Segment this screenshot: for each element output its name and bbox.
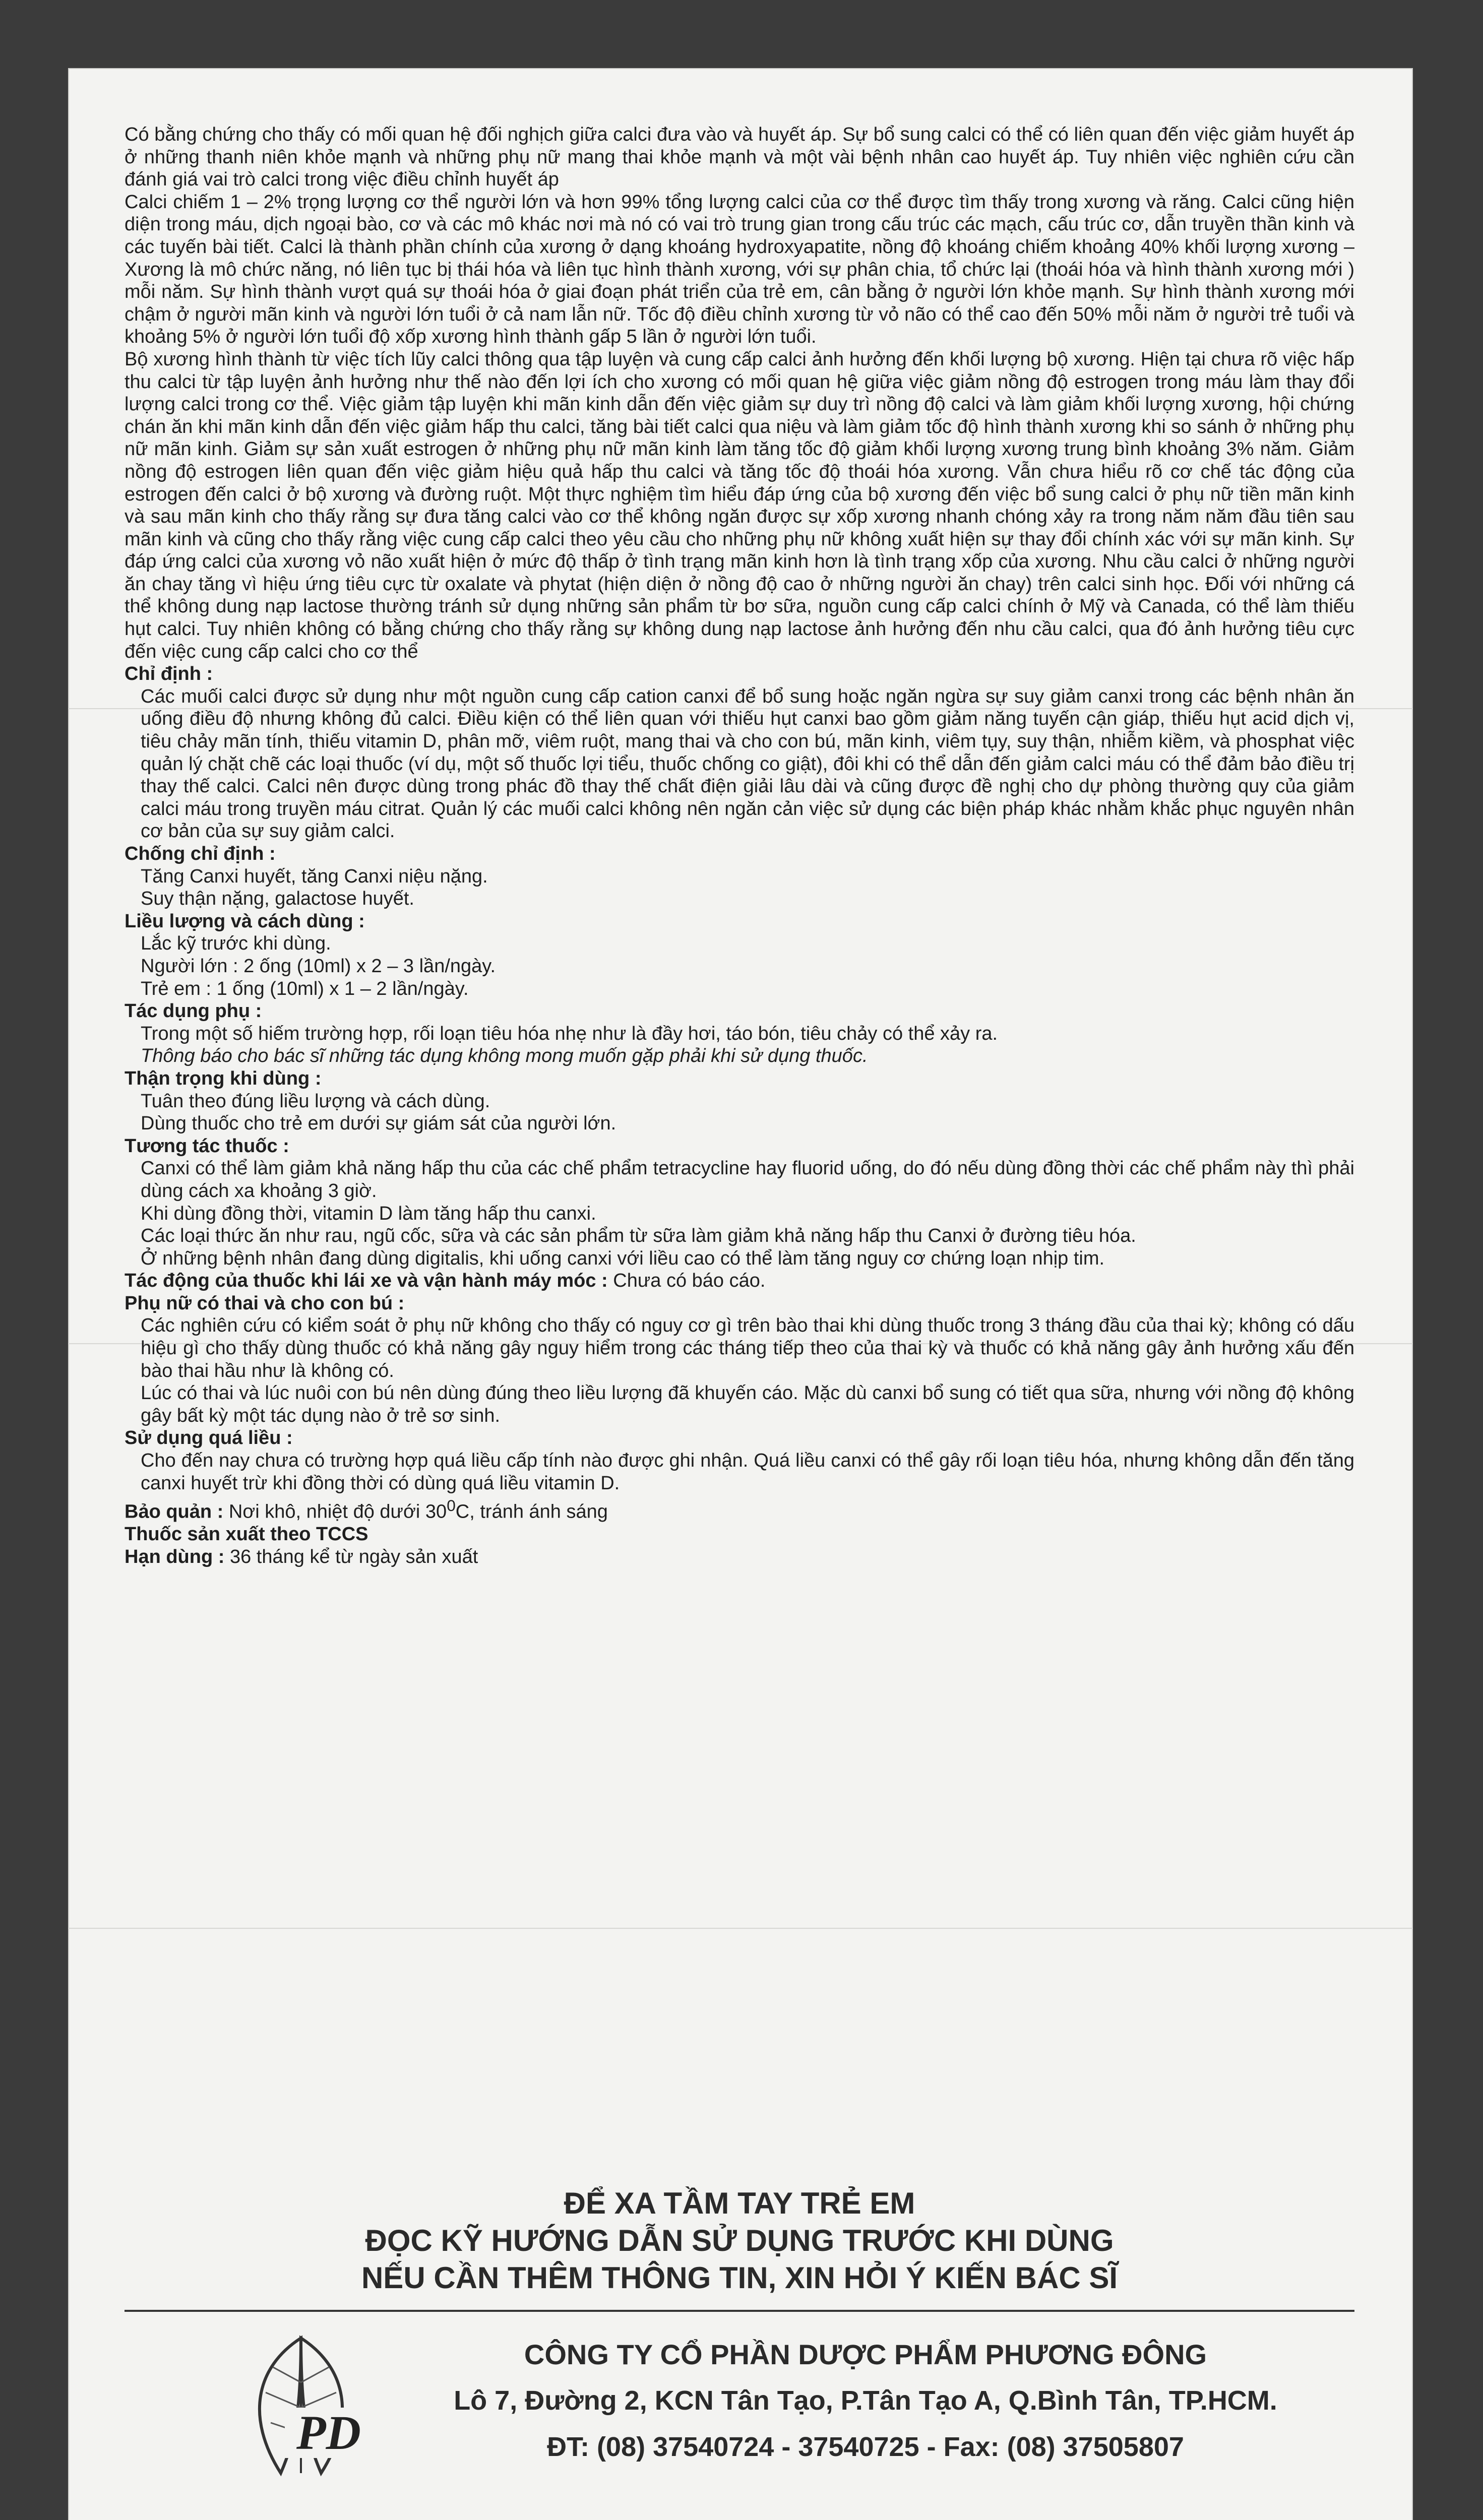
interaction-line: Canxi có thể làm giảm khả năng hấp thu của các chế phẩm tetracycline hay fluorid uống, do đó nếu dùng đồng thời các chế phẩm này thì phải dùng cách xa khoảng 3 giờ. bbox=[141, 1158, 1354, 1202]
warning-read-instructions: ĐỌC KỸ HƯỚNG DẪN SỬ DỤNG TRƯỚC KHI DÙNG bbox=[365, 2224, 1114, 2257]
dosage-heading: Liều lượng và cách dùng : bbox=[125, 910, 365, 932]
precautions-heading: Thận trọng khi dùng : bbox=[125, 1067, 322, 1089]
company-name: CÔNG TY CỔ PHẦN DƯỢC PHẨM PHƯƠNG ĐÔNG bbox=[524, 2339, 1207, 2370]
driving-row bbox=[125, 1270, 1354, 1292]
degree-mark: 0 bbox=[447, 1496, 456, 1515]
expiry-heading: Hạn dùng : bbox=[125, 1546, 225, 1568]
interaction-line: Các loại thức ăn như rau, ngũ cốc, sữa và các sản phẩm từ sữa làm giảm khả năng hấp thu Canxi ở đường tiêu hóa. bbox=[141, 1225, 1136, 1247]
precaution-line: Tuân theo đúng liều lượng và cách dùng. bbox=[141, 1090, 490, 1112]
expiry-text: 36 tháng kể từ ngày sản xuất bbox=[229, 1546, 478, 1568]
standard-heading: Thuốc sản xuất theo TCCS bbox=[125, 1524, 368, 1545]
paragraph-bone-formation: Bộ xương hình thành từ việc tích lũy calci thông qua tập luyện và cung cấp calci ảnh hưởng đến khối lượng bộ xương. Hiện tại chưa rõ việc hấp thu calci từ tập luyện ảnh hưởng như thế nào đến lợi ích cho xương có mối quan hệ giữa việc giảm nồng độ estrogen trong máu làm thay đổi lượng calci trong cơ thể. Việc giảm tập luyện khi mãn kinh dẫn đến việc giảm sự duy trì nồng độ calci và làm giảm khối lượng xương, hội chứng chán ăn khi mãn kinh dẫn đến việc giảm hấp thu calci, tăng bài tiết calci qua niệu và làm giảm tốc độ hình thành xương khi so sánh ở những phụ nữ mãn kinh. Giảm sự sản xuất estrogen ở những phụ nữ mãn kinh làm tăng tốc độ giảm khối lượng xương trung bình khoảng 3% năm. Giảm nồng độ estrogen liên quan đến việc giảm hiệu quả hấp thu calci và tăng tốc độ thoái hóa xương. Vẫn chưa hiểu rõ cơ chế tác động của estrogen đến calci ở bộ xương và đường ruột. Một thực nghiệm tìm hiểu đáp ứng của bộ xương đến việc bổ sung calci ở phụ nữ tiền mãn kinh và sau mãn kinh cho thấy rằng sự đưa tăng calci vào cơ thể không ngăn được sự xốp xương nhanh chóng xảy ra trong năm năm đầu tiên sau mãn kinh và cũng cho thấy rằng việc cung cấp calci theo yêu cầu cho những phụ nữ không xuất hiện sự thay đổi chính xác với sự mãn kinh. Sự đáp ứng calci của xương vỏ não xuất hiện ở mức độ thấp ở tình trạng mãn kinh hơn là tình trạng xốp của xương. Nhu cầu calci ở những người ăn chay tăng vì hiệu ứng tiêu cực từ oxalate và phytat (hiện diện ở nồng độ cao ở những người ăn chay) trên calci sinh học. Đối với những cá thể không dung nạp lactose thường tránh sử dụng những sản phẩm từ bơ sữa, nguồn cung cấp calci chính ở Mỹ và Canada, có thể làm thiếu hụt calci. Tuy nhiên không có bằng chứng cho thấy rằng sự không dung nạp lactose ảnh hưởng đến nhu cầu calci, qua đó ảnh hưởng tiêu cực đến việc cung cấp calci cho cơ thể bbox=[125, 348, 1354, 662]
divider bbox=[125, 2310, 1354, 2312]
indications-heading: Chỉ định : bbox=[125, 663, 213, 685]
company-logo bbox=[225, 2332, 377, 2483]
side-effects-heading: Tác dụng phụ : bbox=[125, 1000, 262, 1022]
interaction-line: Ở những bệnh nhân đang dùng digitalis, khi uống canxi với liều cao có thể làm tăng nguy cơ chứng loạn nhịp tim. bbox=[141, 1247, 1105, 1269]
warning-keep-away: ĐỂ XA TẦM TAY TRẺ EM bbox=[564, 2186, 915, 2220]
company-info bbox=[387, 2332, 1344, 2470]
driving-text: Chưa có báo cáo. bbox=[613, 1270, 766, 1292]
paragraph-blood-pressure: Có bằng chứng cho thấy có mối quan hệ đối nghịch giữa calci đưa vào và huyết áp. Sự bổ sung calci có thể có liên quan đến việc giảm huyết áp ở những thanh niên khỏe mạnh và những phụ nữ mang thai khỏe mạnh và một vài bệnh nhân cao huyết áp. Tuy nhiên việc nghiên cứu cần đánh giá vai trò calci trong việc điều chỉnh huyết áp bbox=[125, 124, 1354, 191]
interaction-line: Khi dùng đồng thời, vitamin D làm tăng hấp thu canxi. bbox=[141, 1203, 596, 1224]
overdose-text: Cho đến nay chưa có trường hợp quá liều cấp tính nào được ghi nhận. Quá liều canxi có thể gây rối loạn tiêu hóa, nhưng không dẫn đến tăng canxi huyết trừ khi đồng thời có dùng quá liều vitamin D. bbox=[141, 1450, 1354, 1494]
leaflet-footer bbox=[125, 2185, 1354, 2488]
fold-line bbox=[68, 1928, 1413, 1929]
side-effects-text: Trong một số hiếm trường hợp, rối loạn tiêu hóa nhẹ như là đầy hơi, táo bón, tiêu chảy có thể xảy ra. bbox=[141, 1023, 998, 1044]
paragraph-calcium-body: Calci chiếm 1 – 2% trọng lượng cơ thể người lớn và hơn 99% tổng lượng calci của cơ thể được tìm thấy trong xương và răng. Calci cũng hiện diện trong máu, dịch ngoại bào, cơ và các mô khác nơi mà nó có vai trò trung gian trong cấu trúc các mạch, cấu trúc cơ, dẫn truyền thần kinh và các tuyến bài tiết. Calci là thành phần chính của xương ở dạng khoáng hydroxyapatite, nồng độ khoáng chiếm khoảng 40% khối lượng xương – Xương là mô chức năng, nó liên tục bị thái hóa và liên tục hình thành xương, với sự phân chia, tổ chức lại (thoái hóa và hình thành xương mới ) mỗi năm. Sự hình thành vượt quá sự thoái hóa ở giai đoạn phát triển của trẻ em, cân bằng ở người lớn khỏe mạnh. Sự hình thành xương mới chậm ở người mãn kinh và người lớn tuổi ở cả nam lẫn nữ. Tốc độ điều chỉnh xương từ vỏ não có thể cao đến 50% mỗi năm ở người trẻ tuổi và khoảng 5% ở người lớn tuổi độ xốp xương hình thành gấp 5 lần ở người lớn tuổi. bbox=[125, 191, 1354, 348]
interactions-heading: Tương tác thuốc : bbox=[125, 1135, 289, 1157]
indications-text: Các muối calci được sử dụng như một nguồn cung cấp cation canxi để bổ sung hoặc ngăn ngừa sự suy giảm canxi trong các bệnh nhân ăn uống điều độ nhưng không đủ calci. Điều kiện có thể liên quan với thiếu hụt canxi bao gồm giảm năng tuyến cận giáp, thiếu hụt acid dịch vị, tiêu chảy mãn tính, thiếu vitamin D, phân mỡ, viêm ruột, mang thai và cho con bú, mãn kinh, viêm tụy, suy thận, nhiễm kiềm, và phosphat việc quản lý chặt chẽ các loại thuốc (ví dụ, một số thuốc lợi tiểu, thuốc chống co giật), đôi khi có thể dẫn đến giảm calci máu có thể đảm bảo điều trị thay thế calci. Calci nên được dùng trong phác đồ thay thế chất điện giải lâu dài và cũng được đề nghị cho dự phòng thường quy của giảm calci máu trong truyền máu citrat. Quản lý các muối calci không nên ngăn cản việc sử dụng các biện pháp khác nhằm khắc phục nguyên nhân cơ bản của sự suy giảm calci. bbox=[141, 685, 1354, 842]
pregnancy-heading: Phụ nữ có thai và cho con bú : bbox=[125, 1292, 405, 1314]
storage-heading: Bảo quản : bbox=[125, 1501, 224, 1523]
expiry-row bbox=[125, 1546, 1354, 1568]
dosage-line: Người lớn : 2 ống (10ml) x 2 – 3 lần/ngày. bbox=[141, 955, 496, 977]
leaflet-paper bbox=[68, 68, 1413, 2520]
contraindication-line: Suy thận nặng, galactose huyết. bbox=[141, 888, 414, 910]
logo-text: PD bbox=[296, 2406, 361, 2460]
storage-row bbox=[125, 1494, 1354, 1523]
company-address: Lô 7, Đường 2, KCN Tân Tạo, P.Tân Tạo A, Q.Bình Tân, TP.HCM. bbox=[454, 2385, 1277, 2416]
pregnancy-line: Lúc có thai và lúc nuôi con bú nên dùng đúng theo liều lượng đã khuyến cáo. Mặc dù canxi bổ sung có tiết qua sữa, nhưng với nồng độ không gây bất kỳ một tác dụng nào ở trẻ sơ sinh. bbox=[141, 1382, 1354, 1426]
contraindications-heading: Chống chỉ định : bbox=[125, 843, 276, 864]
pregnancy-line: Các nghiên cứu có kiểm soát ở phụ nữ không cho thấy có nguy cơ gì trên bào thai khi dùng thuốc trong 3 tháng đầu của thai kỳ; không có dấu hiệu gì cho thấy dùng thuốc có khả năng gây nguy hiểm trong các tháng tiếp theo của thai kỳ và thuốc có khả năng gây ảnh hưởng xấu đến bào thai hầu như là không có. bbox=[141, 1315, 1354, 1381]
warning-ask-doctor: NẾU CẦN THÊM THÔNG TIN, XIN HỎI Ý KIẾN BÁC SĨ bbox=[361, 2261, 1118, 2295]
storage-text-end: C, tránh ánh sáng bbox=[455, 1501, 608, 1523]
precaution-line: Dùng thuốc cho trẻ em dưới sự giám sát của người lớn. bbox=[141, 1113, 616, 1135]
leaflet-text bbox=[125, 123, 1354, 1568]
dosage-line: Lắc kỹ trước khi dùng. bbox=[141, 933, 331, 955]
dosage-line: Trẻ em : 1 ống (10ml) x 1 – 2 lần/ngày. bbox=[141, 978, 469, 999]
driving-heading: Tác động của thuốc khi lái xe và vận hành máy móc : bbox=[125, 1270, 608, 1292]
company-block bbox=[125, 2322, 1354, 2488]
contraindication-line: Tăng Canxi huyết, tăng Canxi niệu nặng. bbox=[141, 865, 488, 887]
overdose-heading: Sử dụng quá liều : bbox=[125, 1427, 293, 1449]
storage-text: Nơi khô, nhiệt độ dưới 30 bbox=[228, 1501, 447, 1523]
company-phone: ĐT: (08) 37540724 - 37540725 - Fax: (08) 37505807 bbox=[547, 2432, 1184, 2462]
side-effects-note: Thông báo cho bác sĩ những tác dụng không mong muốn gặp phải khi sử dụng thuốc. bbox=[141, 1045, 868, 1067]
